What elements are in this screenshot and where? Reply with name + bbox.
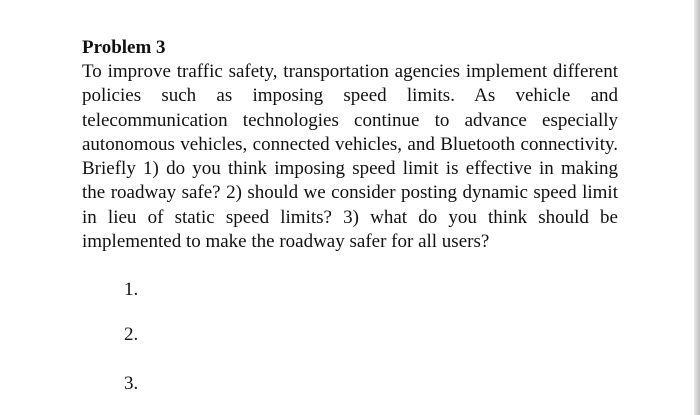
answer-number-1: 1.: [124, 279, 139, 300]
problem-body: To improve traffic safety, transportation agencies implement different policies such as imposing speed limits. As vehicle and telecommunication technologies continue to advance especially autonomous vehicles, connected vehicles, and Bluetooth connectivity. Briefly 1) do you think imposing speed limit is effective in making the roadway safe? 2) should we consider posting dynamic speed limit in lieu of static speed limits? 3) what do you think should be implemented to make the roadway safer for all users?: [82, 61, 618, 253]
answer-number-3: 3.: [124, 373, 139, 394]
answer-number-2: 2.: [124, 324, 139, 345]
problem-block: [82, 36, 618, 254]
page-edge-shadow: [694, 0, 700, 415]
problem-title: Problem 3: [82, 37, 166, 58]
